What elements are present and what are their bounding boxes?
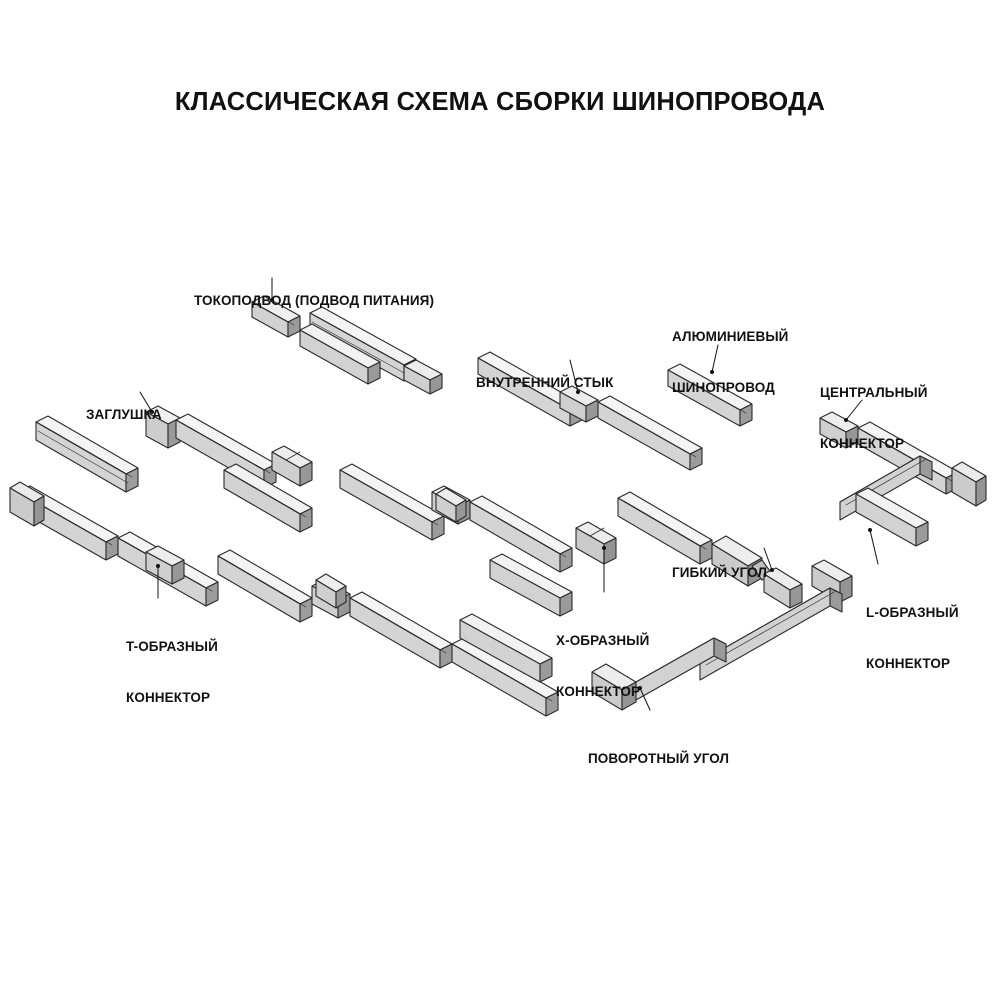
page-title: КЛАССИЧЕСКАЯ СХЕМА СБОРКИ ШИНОПРОВОДА — [174, 88, 826, 116]
callout-inner-joint — [476, 340, 613, 425]
callout-x-connector-line-2: КОННЕКТОР — [556, 684, 641, 699]
connector-inner-joint — [404, 360, 442, 394]
callout-flexible-corner — [672, 530, 767, 615]
callout-t-connector — [126, 604, 218, 740]
callout-power-feed — [194, 258, 434, 343]
track-segment — [340, 464, 444, 540]
connector-end-right-top — [952, 462, 986, 506]
callout-l-connector-line-2: КОННЕКТОР — [866, 656, 951, 671]
callout-l-connector — [866, 570, 959, 706]
track-segment — [470, 496, 572, 572]
callout-end-cap-line-1: ЗАГЛУШКА — [86, 407, 162, 422]
callout-x-connector — [556, 598, 649, 734]
track-segment — [856, 488, 928, 546]
callout-central-connector — [820, 350, 928, 486]
leader-l-connector — [870, 530, 878, 564]
connector-t-top — [272, 446, 312, 486]
callout-central-connector-line-2: КОННЕКТОР — [820, 436, 905, 451]
callout-aluminium-track-line-2: ШИНОПРОВОД — [672, 380, 775, 395]
callout-t-connector-line-1: T-ОБРАЗНЫЙ — [126, 639, 218, 654]
callout-l-connector-line-1: L-ОБРАЗНЫЙ — [866, 605, 959, 620]
connector-t — [146, 546, 184, 584]
connector-x — [576, 522, 616, 564]
callout-end-cap — [86, 372, 162, 457]
connector-end-left — [10, 482, 44, 526]
track-segment — [350, 592, 452, 668]
callout-t-connector-line-2: КОННЕКТОР — [126, 690, 211, 705]
callout-aluminium-track — [672, 294, 788, 430]
callout-central-connector-line-1: ЦЕНТРАЛЬНЫЙ — [820, 385, 928, 400]
track-segment — [764, 568, 802, 608]
callout-rotary-corner-line-1: ПОВОРОТНЫЙ УГОЛ — [588, 751, 730, 766]
callout-x-connector-line-1: X-ОБРАЗНЫЙ — [556, 633, 650, 648]
callout-aluminium-track-line-1: АЛЮМИНИЕВЫЙ — [672, 329, 789, 344]
callout-power-feed-line-1: ТОКОПОДВОД (ПОДВОД ПИТАНИЯ) — [194, 293, 435, 308]
callout-inner-joint-line-1: ВНУТРЕННИЙ СТЫК — [476, 375, 614, 390]
callout-flexible-corner-line-1: ГИБКИЙ УГОЛ — [672, 565, 768, 580]
track-segment — [218, 550, 312, 622]
callout-rotary-corner — [588, 716, 729, 801]
